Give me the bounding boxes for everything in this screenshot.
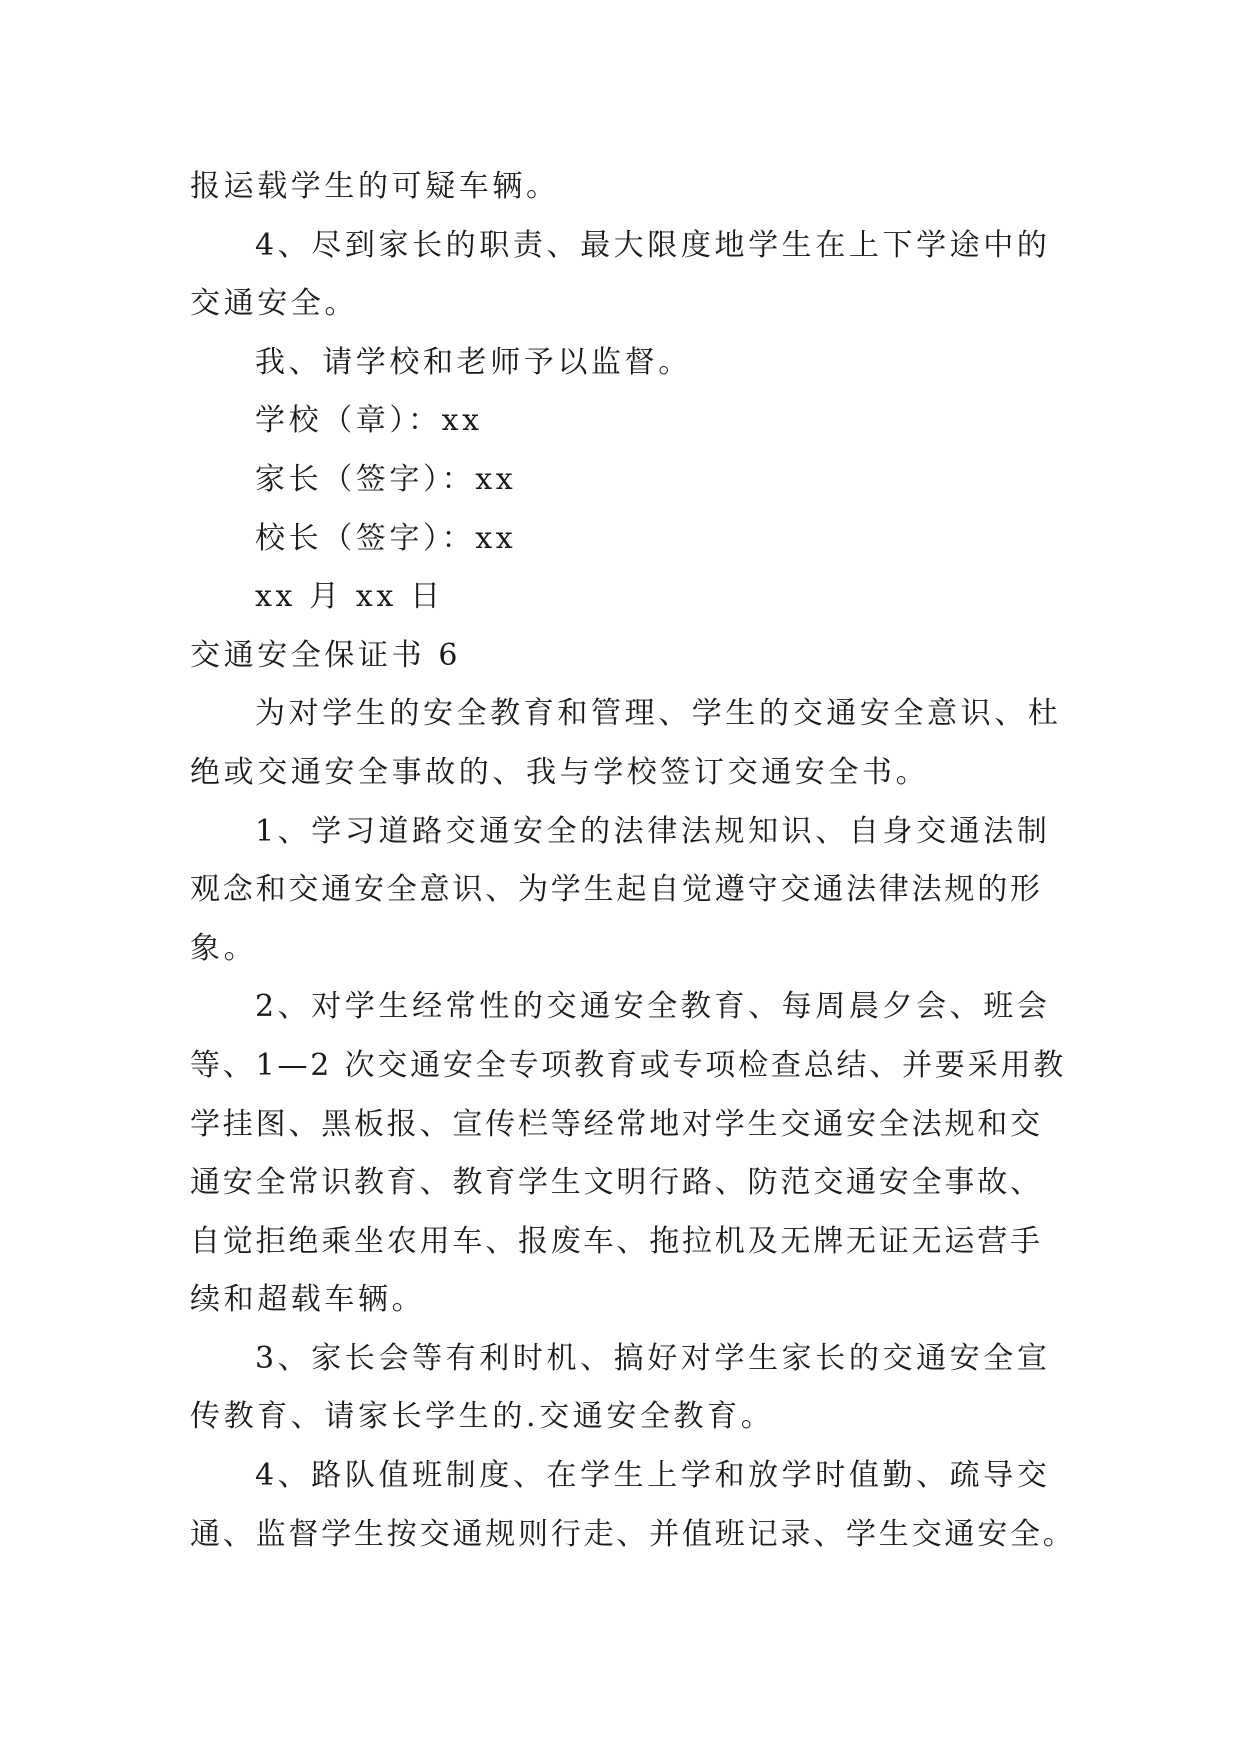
text-line: 交通安全。 [190,286,358,322]
text-line: 我、请学校和老师予以监督。 [255,344,692,380]
text-line: 传教育、请家长学生的.交通安全教育。 [190,1399,775,1435]
text-line: 1、学习道路交通安全的法律法规知识、自身交通法制 [255,813,1051,849]
text-line: 续和超载车辆。 [190,1282,426,1318]
text-line: 通、监督学生按交通规则行走、并值班记录、学生交通安全。 [190,1516,1076,1552]
signature-school: 学校（章）：xx [255,403,483,439]
text-line: 4、路队值班制度、在学生上学和放学时值勤、疏导交 [255,1458,1051,1494]
text-line: 报运载学生的可疑车辆。 [190,169,560,204]
section-heading: 交通安全保证书 6 [190,637,462,673]
text-line: 绝或交通安全事故的、我与学校签订交通安全书。 [190,754,930,790]
text-line: 为对学生的安全教育和管理、学生的交通安全意识、杜 [255,696,1062,732]
text-line: 2、对学生经常性的交通安全教育、每周晨夕会、班会 [255,989,1051,1025]
text-line: 学挂图、黑板报、宣传栏等经常地对学生交通安全法规和交 [190,1106,1043,1142]
text-line: 4、尽到家长的职责、最大限度地学生在上下学途中的 [255,227,1051,263]
text-line: 观念和交通安全意识、为学生起自觉遵守交通法律法规的形 [190,872,1043,908]
document-page [190,158,1076,1564]
signature-principal: 校长（签字）：xx [255,520,517,556]
signature-parent: 家长（签字）：xx [255,461,517,497]
text-line: 通安全常识教育、教育学生文明行路、防范交通安全事故、 [190,1165,1043,1201]
date-line: xx 月 xx 日 [255,579,444,615]
text-line: 自觉拒绝乘坐农用车、报废车、拖拉机及无牌无证无运营手 [190,1223,1043,1259]
text-line: 等、1—2 次交通安全专项教育或专项检查总结、并要采用教 [190,1047,1067,1083]
text-line: 象。 [190,930,258,966]
text-line: 3、家长会等有利时机、搞好对学生家长的交通安全宣 [255,1340,1051,1376]
